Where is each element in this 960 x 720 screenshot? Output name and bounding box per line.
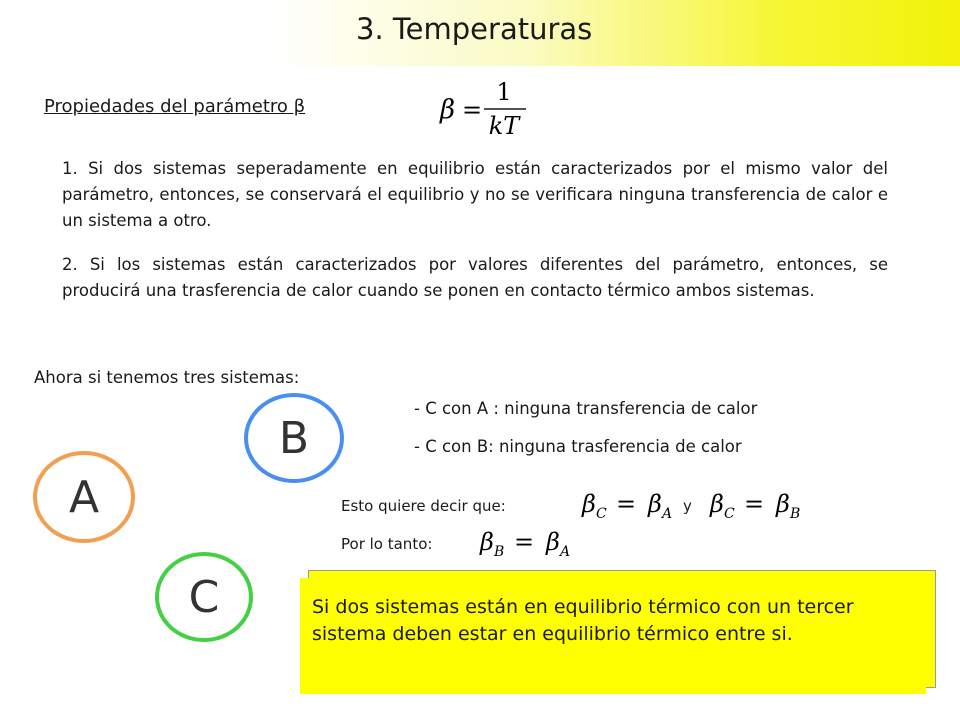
equation-b-equals-a [478, 524, 582, 564]
eq2-equals: = [744, 490, 765, 518]
formula-equals: = [462, 96, 483, 124]
therefore-label: Por lo tanto: [341, 535, 433, 553]
three-systems-intro: Ahora si tenemos tres sistemas: [34, 368, 300, 387]
callout-text: Si dos sistemas están en equilibrio térmico con un tercer sistema deben estar en equilibrio térmico entre si. [312, 596, 854, 645]
section-subtitle: Propiedades del parámetro β [44, 96, 306, 117]
eq1-rhs-sub: A [662, 506, 673, 522]
relation-c-a: - C con A : ninguna transferencia de calor [414, 399, 758, 418]
eq3-equals: = [514, 528, 535, 556]
beta-definition-formula [436, 76, 536, 140]
equation-c-equals-a [580, 486, 684, 526]
eq2-rhs-sub: B [790, 506, 801, 522]
and-label: y [683, 497, 692, 515]
eq3-lhs-sub: B [494, 544, 505, 560]
property-1: 1. Si dos sistemas seperadamente en equilibrio están caracterizados por el mismo valor del parámetro, entonces, se conservará el equilibrio y no se verificara ninguna transferencia de calor e un sistema a otro. [62, 159, 888, 230]
eq2-rhs: β [776, 490, 790, 518]
system-a-label: A [68, 471, 100, 523]
formula-beta: β [440, 95, 456, 125]
eq1-rhs: β [648, 490, 662, 518]
eq1-lhs: β [582, 490, 596, 518]
property-2: 2. Si los sistemas están caracterizados por valores diferentes del parámetro, entonces, se producirá una trasferencia de calor cuando se ponen en contacto térmico ambos sistemas. [62, 255, 888, 300]
eq3-lhs: β [480, 528, 494, 556]
formula-numerator: 1 [496, 78, 512, 106]
eq2-lhs-sub: C [724, 506, 735, 522]
slide-title: 3. Temperaturas [356, 12, 593, 46]
system-c-label: C [188, 571, 220, 623]
system-c-circle [155, 552, 253, 642]
eq2-lhs: β [710, 490, 724, 518]
eq1-equals: = [616, 490, 637, 518]
eq3-rhs-sub: A [560, 544, 571, 560]
relation-c-b: - C con B: ninguna trasferencia de calor [414, 437, 742, 456]
equation-c-equals-b [708, 486, 812, 526]
conclusion-callout [300, 578, 926, 694]
system-b-label: B [278, 412, 310, 464]
eq1-lhs-sub: C [596, 506, 607, 522]
system-b-circle [244, 393, 344, 483]
eq3-rhs: β [546, 528, 560, 556]
system-a-circle [33, 451, 135, 543]
formula-denominator: kT [488, 112, 520, 140]
means-label: Esto quiere decir que: [341, 497, 506, 515]
